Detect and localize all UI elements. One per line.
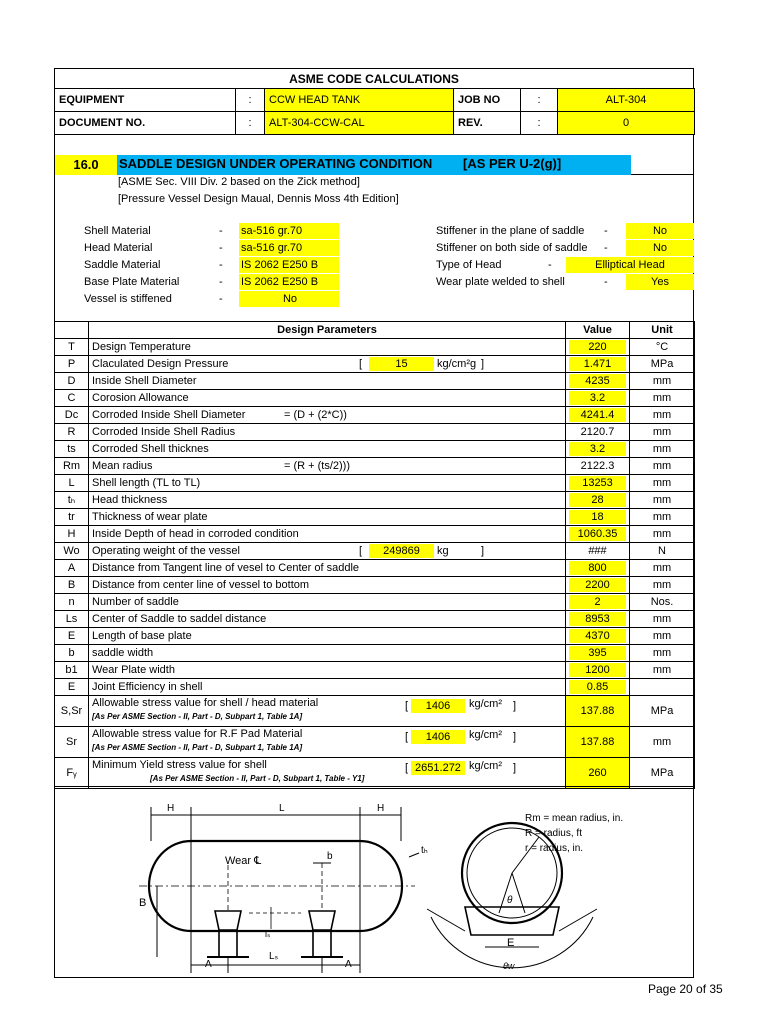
material-value: No: [626, 240, 694, 256]
parameter-symbol: C: [55, 390, 89, 407]
parameter-value-cell: [566, 696, 630, 727]
parameter-value: 4370: [569, 629, 626, 643]
parameter-label: Joint Efficiency in shell: [92, 681, 203, 693]
parameter-value-cell: [566, 424, 630, 441]
parameter-row: [55, 424, 695, 441]
dim-label-th: tₕ: [421, 845, 428, 856]
parameter-symbol: b1: [55, 662, 89, 679]
value-header: Value: [566, 322, 630, 339]
material-label: Stiffener in the plane of saddle: [436, 225, 585, 237]
parameter-description: [89, 727, 566, 758]
job-value: ALT-304: [558, 89, 695, 112]
material-dash: -: [604, 225, 608, 237]
parameter-value: 137.88: [580, 705, 615, 717]
rev-value: 0: [558, 112, 695, 135]
parameter-label: Shell length (TL to TL): [92, 477, 201, 489]
unit-header: Unit: [630, 322, 695, 339]
section-bar: [55, 155, 694, 175]
job-label: JOB NO: [454, 89, 521, 112]
inline-bracket-left: [: [405, 762, 409, 774]
parameter-row: [55, 679, 695, 696]
parameter-description: [89, 492, 566, 509]
material-label: Base Plate Material: [84, 276, 180, 288]
parameter-unit: mm: [630, 407, 695, 424]
dim-label-theta-w: θw: [503, 961, 515, 971]
parameter-label: Inside Shell Diameter: [92, 375, 197, 387]
parameter-value: 220: [569, 340, 626, 354]
parameter-symbol: n: [55, 594, 89, 611]
parameter-description: [89, 611, 566, 628]
parameter-symbol: Fᵧ: [55, 758, 89, 789]
section-subtitle-2: [Pressure Vessel Design Maual, Dennis Moss 4th Edition]: [118, 193, 399, 205]
material-dash: -: [219, 293, 223, 305]
inline-bracket-left: [: [359, 545, 363, 557]
material-label: Vessel is stiffened: [84, 293, 172, 305]
parameter-value: 0.85: [569, 680, 626, 694]
dim-label-ls-small: lₛ: [265, 929, 271, 939]
section-subtitle-1: [ASME Sec. VIII Div. 2 based on the Zick method]: [118, 176, 360, 188]
parameter-symbol: E: [55, 628, 89, 645]
parameter-unit: mm: [630, 475, 695, 492]
parameter-description: [89, 560, 566, 577]
parameter-row: [55, 594, 695, 611]
parameter-unit: MPa: [630, 758, 695, 789]
parameter-description: [89, 526, 566, 543]
parameter-value-cell: [566, 492, 630, 509]
parameter-symbol: L: [55, 475, 89, 492]
section-title: SADDLE DESIGN UNDER OPERATING CONDITION: [119, 156, 433, 171]
parameter-unit: mm: [630, 727, 695, 758]
parameter-label: Inside Depth of head in corroded condition: [92, 528, 299, 540]
parameter-row-tall: [55, 696, 695, 727]
parameter-label: Corroded Inside Shell Diameter: [92, 409, 246, 421]
parameter-row-tall: [55, 758, 695, 789]
parameter-unit: MPa: [630, 696, 695, 727]
parameter-label: Number of saddle: [92, 596, 179, 608]
parameter-label: Corroded Shell thicknes: [92, 443, 209, 455]
parameter-value: 1.471: [569, 357, 626, 371]
parameter-label: Allowable stress value for shell / head material: [92, 697, 319, 709]
parameter-description: [89, 390, 566, 407]
sheet-title: ASME CODE CALCULATIONS: [289, 72, 459, 86]
inline-bracket-right: ]: [481, 545, 485, 557]
parameter-value-cell: [566, 526, 630, 543]
parameter-symbol: H: [55, 526, 89, 543]
parameter-value-cell: [566, 662, 630, 679]
parameter-value-cell: [566, 407, 630, 424]
parameters-table: [54, 321, 695, 789]
parameter-row: [55, 577, 695, 594]
parameter-label: Corosion Allowance: [92, 392, 189, 404]
diagram-legend: [525, 811, 623, 856]
equipment-value: CCW HEAD TANK: [265, 89, 454, 112]
inline-bracket-left: [: [405, 700, 409, 712]
parameter-unit: mm: [630, 509, 695, 526]
inline-bracket-left: [: [405, 731, 409, 743]
parameter-reference-note: [As Per ASME Section - II, Part - D, Subpart 1, Table - Y1]: [150, 774, 365, 783]
parameter-unit: mm: [630, 645, 695, 662]
dim-label-theta: θ: [507, 895, 513, 906]
material-dash: -: [219, 259, 223, 271]
dim-label-a-left: A: [205, 959, 212, 970]
dim-label-h-left: H: [167, 803, 175, 814]
inline-unit: kg/cm²g: [437, 358, 477, 370]
material-row: [436, 240, 694, 256]
parameter-row: [55, 492, 695, 509]
parameter-row: [55, 407, 695, 424]
parameter-unit: mm: [630, 458, 695, 475]
parameter-row: [55, 611, 695, 628]
dim-label-e: E: [507, 937, 515, 949]
parameter-unit: [630, 679, 695, 696]
parameter-row: [55, 526, 695, 543]
material-row: [436, 223, 694, 239]
equipment-label: EQUIPMENT: [55, 89, 236, 112]
parameter-value: 18: [569, 510, 626, 524]
parameter-description: [89, 424, 566, 441]
material-row: [84, 240, 344, 256]
parameter-value-cell: [566, 543, 630, 560]
parameter-value-cell: [566, 628, 630, 645]
parameter-row: [55, 628, 695, 645]
parameter-value: 3.2: [569, 391, 626, 405]
parameter-description: [89, 758, 566, 789]
parameter-value-cell: [566, 458, 630, 475]
parameter-symbol: E: [55, 679, 89, 696]
parameter-description: [89, 543, 566, 560]
material-label: Saddle Material: [84, 259, 161, 271]
header-table: [54, 88, 695, 135]
parameter-unit: mm: [630, 662, 695, 679]
inline-bracket-right: ]: [481, 358, 485, 370]
inline-value: 249869: [369, 544, 434, 558]
parameter-symbol: T: [55, 339, 89, 356]
parameter-label: Distance from center line of vessel to bottom: [92, 579, 310, 591]
material-value: IS 2062 E250 B: [239, 257, 339, 273]
legend-item: r = radius, in.: [525, 843, 584, 854]
parameter-value: 260: [588, 767, 607, 779]
dim-label-B: B: [139, 897, 147, 909]
parameter-unit: MPa: [630, 356, 695, 373]
parameter-row: [55, 373, 695, 390]
saddle-diagram: [55, 786, 693, 978]
parameter-description: [89, 594, 566, 611]
material-row: [84, 257, 344, 273]
parameter-label: Thickness of wear plate: [92, 511, 208, 523]
parameter-unit: mm: [630, 526, 695, 543]
parameter-label: Wear Plate width: [92, 664, 175, 676]
material-label: Type of Head: [436, 259, 502, 271]
parameter-row: [55, 356, 695, 373]
material-label: Stiffener on both side of saddle: [436, 242, 588, 254]
parameter-row: [55, 560, 695, 577]
parameter-value-cell: [566, 441, 630, 458]
parameter-value: 1060.35: [569, 527, 626, 541]
inline-value: 1406: [411, 699, 465, 713]
parameter-row: [55, 662, 695, 679]
parameter-formula: = (R + (ts/2))): [284, 460, 351, 472]
inline-bracket-right: ]: [513, 700, 517, 712]
parameter-value-cell: [566, 390, 630, 407]
parameter-description: [89, 356, 566, 373]
parameter-value: 137.88: [580, 736, 615, 748]
parameter-value-cell: [566, 509, 630, 526]
dim-label-b: b: [327, 851, 333, 862]
colon: :: [236, 89, 265, 112]
parameter-symbol: ts: [55, 441, 89, 458]
colon: :: [521, 89, 558, 112]
parameter-symbol: b: [55, 645, 89, 662]
parameter-description: [89, 339, 566, 356]
material-value: IS 2062 E250 B: [239, 274, 339, 290]
parameter-description: [89, 373, 566, 390]
parameter-unit: N: [630, 543, 695, 560]
parameter-value-cell: [566, 611, 630, 628]
document-value: ALT-304-CCW-CAL: [265, 112, 454, 135]
material-dash: -: [548, 259, 552, 271]
parameter-label: Center of Saddle to saddel distance: [92, 613, 267, 625]
parameter-value-cell: [566, 577, 630, 594]
parameter-symbol: S,Sr: [55, 696, 89, 727]
parameter-label: Distance from Tangent line of vesel to Center of saddle: [92, 562, 360, 574]
parameter-value: 1200: [569, 663, 626, 677]
parameter-symbol: B: [55, 577, 89, 594]
parameter-value-cell: [566, 645, 630, 662]
parameter-value: 2122.3: [580, 460, 615, 472]
section-reference: [AS PER U-2(g)]: [463, 156, 562, 171]
parameter-label: Claculated Design Pressure: [92, 358, 229, 370]
parameter-value-cell: [566, 727, 630, 758]
material-dash: -: [219, 242, 223, 254]
material-value: No: [626, 223, 694, 239]
parameter-value-cell: [566, 594, 630, 611]
parameter-row: [55, 441, 695, 458]
parameter-value: 8953: [569, 612, 626, 626]
parameter-description: [89, 441, 566, 458]
parameter-description: [89, 679, 566, 696]
parameter-value: 2: [569, 595, 626, 609]
parameter-label: saddle width: [92, 647, 154, 659]
material-value: Elliptical Head: [566, 257, 694, 273]
parameter-description: [89, 628, 566, 645]
parameter-value-cell: [566, 356, 630, 373]
parameter-unit: °C: [630, 339, 695, 356]
material-dash: -: [604, 276, 608, 288]
parameter-value-cell: [566, 679, 630, 696]
material-value: sa-516 gr.70: [239, 240, 339, 256]
parameter-label: Minimum Yield stress value for shell: [92, 759, 267, 771]
parameter-symbol: Ls: [55, 611, 89, 628]
inline-unit: kg: [437, 545, 449, 557]
parameter-value-cell: [566, 373, 630, 390]
parameter-unit: mm: [630, 492, 695, 509]
parameter-label: Mean radius: [92, 460, 153, 472]
inline-bracket-right: ]: [513, 762, 517, 774]
parameter-label: Allowable stress value for R.F Pad Material: [92, 728, 303, 740]
parameter-description: [89, 645, 566, 662]
dim-label-ls: Lₛ: [269, 951, 279, 962]
parameter-unit: mm: [630, 611, 695, 628]
parameter-unit: mm: [630, 628, 695, 645]
parameter-value: 2200: [569, 578, 626, 592]
parameter-description: [89, 509, 566, 526]
inline-unit: kg/cm²: [469, 760, 502, 772]
parameters-header: Design Parameters: [89, 322, 566, 339]
parameter-unit: mm: [630, 560, 695, 577]
parameter-unit: mm: [630, 441, 695, 458]
parameter-row-tall: [55, 727, 695, 758]
parameter-symbol: A: [55, 560, 89, 577]
material-row: [84, 291, 344, 307]
parameter-value: 3.2: [569, 442, 626, 456]
inline-bracket-right: ]: [513, 731, 517, 743]
parameter-row: [55, 458, 695, 475]
material-dash: -: [604, 242, 608, 254]
parameter-unit: mm: [630, 390, 695, 407]
material-dash: -: [219, 225, 223, 237]
material-value: No: [239, 291, 339, 307]
section-title-band: [117, 155, 631, 175]
parameter-description: [89, 662, 566, 679]
dim-label-a-right: A: [345, 959, 352, 970]
parameter-value-cell: [566, 560, 630, 577]
parameter-row: [55, 645, 695, 662]
inline-unit: kg/cm²: [469, 729, 502, 741]
parameter-label: Head thickness: [92, 494, 168, 506]
parameter-row: [55, 390, 695, 407]
parameter-value: 395: [569, 646, 626, 660]
parameter-unit: mm: [630, 424, 695, 441]
material-row: [84, 223, 344, 239]
parameter-symbol: Sr: [55, 727, 89, 758]
parameter-value: 2120.7: [580, 426, 615, 438]
parameter-description: [89, 475, 566, 492]
parameter-unit: Nos.: [630, 594, 695, 611]
parameter-row: [55, 543, 695, 560]
material-row: [436, 274, 694, 290]
parameter-symbol: tr: [55, 509, 89, 526]
parameter-symbol: R: [55, 424, 89, 441]
parameter-value: 4235: [569, 374, 626, 388]
inline-bracket-left: [: [359, 358, 363, 370]
page-number: Page 20 of 35: [648, 982, 723, 996]
wear-plate-label: Wear ℄: [225, 855, 262, 867]
parameter-symbol: D: [55, 373, 89, 390]
inline-value: 15: [369, 357, 434, 371]
parameter-unit: mm: [630, 577, 695, 594]
parameter-symbol: Rm: [55, 458, 89, 475]
material-value: sa-516 gr.70: [239, 223, 339, 239]
parameter-value: 4241.4: [569, 408, 626, 422]
section-number: 16.0: [55, 155, 117, 175]
parameter-row: [55, 475, 695, 492]
colon: :: [521, 112, 558, 135]
dim-label-l: L: [279, 803, 285, 814]
parameter-value: 28: [569, 493, 626, 507]
parameter-description: [89, 577, 566, 594]
parameter-formula: = (D + (2*C)): [284, 409, 347, 421]
parameter-row: [55, 339, 695, 356]
parameter-label: Length of base plate: [92, 630, 192, 642]
legend-item: R = radius, ft: [525, 828, 582, 839]
parameter-reference-note: [As Per ASME Section - II, Part - D, Subpart 1, Table 1A]: [92, 743, 303, 752]
parameter-unit: mm: [630, 373, 695, 390]
inline-value: 2651.272: [411, 761, 465, 775]
parameter-row: [55, 509, 695, 526]
material-value: Yes: [626, 274, 694, 290]
inline-value: 1406: [411, 730, 465, 744]
dim-label-h-right: H: [377, 803, 385, 814]
parameter-symbol: Dc: [55, 407, 89, 424]
parameter-symbol: Wo: [55, 543, 89, 560]
parameter-label: Corroded Inside Shell Radius: [92, 426, 236, 438]
parameter-reference-note: [As Per ASME Section - II, Part - D, Subpart 1, Table 1A]: [92, 712, 303, 721]
colon: :: [236, 112, 265, 135]
parameter-value-cell: [566, 758, 630, 789]
material-label: Shell Material: [84, 225, 151, 237]
material-dash: -: [219, 276, 223, 288]
rev-label: REV.: [454, 112, 521, 135]
parameter-description: [89, 458, 566, 475]
parameter-symbol: P: [55, 356, 89, 373]
parameter-value: ###: [588, 545, 607, 557]
parameter-value-cell: [566, 475, 630, 492]
parameter-description: [89, 696, 566, 727]
parameter-label: Operating weight of the vessel: [92, 545, 240, 557]
parameter-description: [89, 407, 566, 424]
parameter-label: Design Temperature: [92, 341, 191, 353]
material-label: Head Material: [84, 242, 153, 254]
inline-unit: kg/cm²: [469, 698, 502, 710]
parameter-symbol: tₕ: [55, 492, 89, 509]
material-label: Wear plate welded to shell: [436, 276, 565, 288]
parameter-value: 13253: [569, 476, 626, 490]
material-row: [84, 274, 344, 290]
material-row: [436, 257, 694, 273]
document-label: DOCUMENT NO.: [55, 112, 236, 135]
legend-item: Rm = mean radius, in.: [525, 813, 624, 824]
parameter-value-cell: [566, 339, 630, 356]
parameter-value: 800: [569, 561, 626, 575]
